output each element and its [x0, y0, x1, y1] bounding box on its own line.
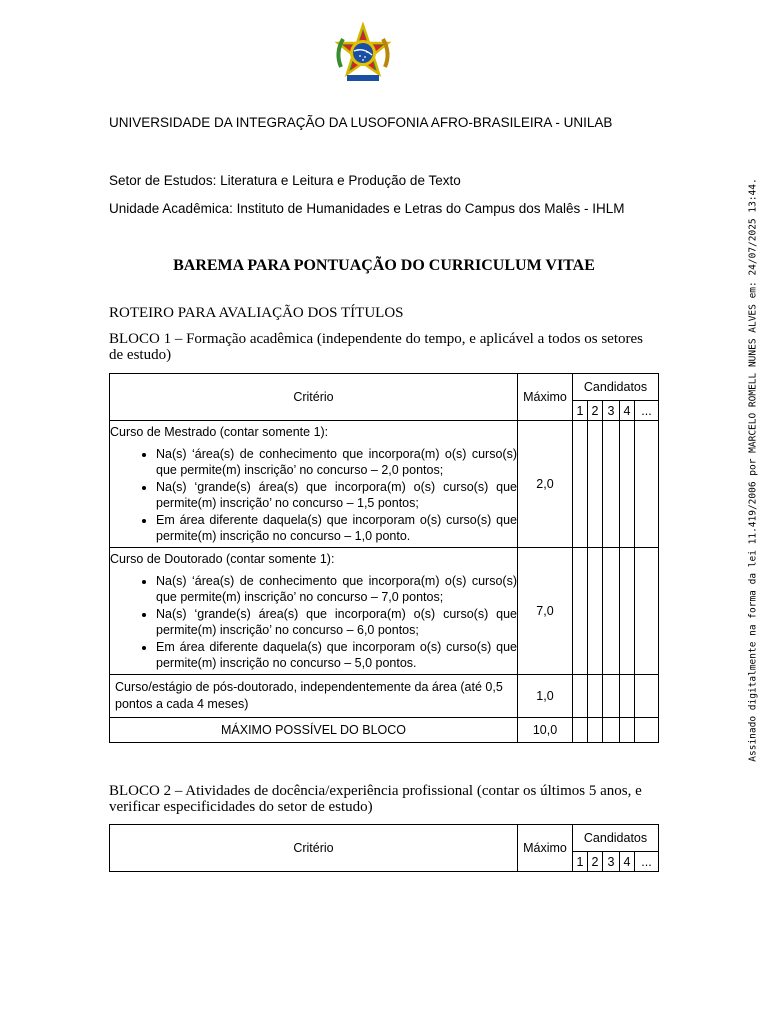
score-cell[interactable]	[573, 421, 588, 548]
score-cell[interactable]	[588, 421, 603, 548]
criterio-cell	[110, 548, 518, 675]
list-item: • Na(s) ‘área(s) de conhecimento que incorpora(m) o(s) curso(s) que permite(m) inscrição’ no concurso – 7,0 pontos;	[156, 573, 517, 606]
bloco2-text: Atividades de docência/experiência profissional (contar os últimos 5 anos, e verificar especificidades do setor de estudo)	[109, 783, 642, 815]
candidate-number: 2	[588, 401, 603, 421]
university-name: UNIVERSIDADE DA INTEGRAÇÃO DA LUSOFONIA AFRO-BRASILEIRA - UNILAB	[109, 115, 613, 130]
maximo-value: 1,0	[518, 675, 573, 718]
score-cell[interactable]	[620, 421, 635, 548]
list-item: • Em área diferente daquela(s) que incorporam o(s) curso(s) que permite(m) inscrição no concurso – 1,0 ponto.	[156, 512, 517, 545]
unidade-academica: Unidade Acadêmica: Instituto de Humanidades e Letras do Campus dos Malês - IHLM	[109, 201, 625, 216]
table-row	[110, 548, 659, 675]
bloco1-heading	[109, 331, 649, 363]
score-cell[interactable]	[573, 718, 588, 743]
barema-table-bloco2	[109, 824, 659, 872]
score-cell[interactable]	[620, 548, 635, 675]
score-cell[interactable]	[620, 718, 635, 743]
candidatos-header: Candidatos	[573, 825, 659, 852]
score-cell[interactable]	[573, 675, 588, 718]
candidate-number: 4	[620, 852, 635, 872]
table-row-total	[110, 718, 659, 743]
candidate-number: 3	[603, 401, 620, 421]
signature-text: Assinado digitalmente na forma da lei 11.419/2006 por MARCELO ROMELL NUNES ALVES em: 24/07/2025 13:44.	[747, 178, 759, 762]
criterio-cell: Curso/estágio de pós-doutorado, independentemente da área (até 0,5 pontos a cada 4 meses)	[110, 675, 518, 718]
table-row	[110, 675, 659, 718]
score-cell[interactable]	[603, 548, 620, 675]
maximo-value: 7,0	[518, 548, 573, 675]
maximo-value: 2,0	[518, 421, 573, 548]
score-cell[interactable]	[588, 548, 603, 675]
brazil-coat-of-arms-icon	[330, 22, 396, 88]
score-cell[interactable]	[588, 718, 603, 743]
candidatos-header: Candidatos	[573, 374, 659, 401]
list-item: • Na(s) ‘grande(s) área(s) que incorpora(m) o(s) curso(s) que permite(m) inscrição’ no concurso – 1,5 pontos;	[156, 479, 517, 512]
list-item: • Na(s) ‘grande(s) área(s) que incorpora(m) o(s) curso(s) que permite(m) inscrição’ no concurso – 6,0 pontos;	[156, 606, 517, 639]
criterio-header: Critério	[110, 374, 518, 421]
criterio-title: Curso de Mestrado (contar somente 1):	[110, 424, 329, 439]
candidate-number: ...	[635, 852, 659, 872]
score-cell[interactable]	[588, 675, 603, 718]
candidate-number: 4	[620, 401, 635, 421]
total-value: 10,0	[518, 718, 573, 743]
candidate-number: 3	[603, 852, 620, 872]
bloco2-label: BLOCO 2 –	[109, 783, 183, 799]
criterio-title: Curso de Doutorado (contar somente 1):	[110, 551, 335, 566]
maximo-header: Máximo	[518, 374, 573, 421]
roteiro-heading: ROTEIRO PARA AVALIAÇÃO DOS TÍTULOS	[109, 305, 404, 321]
bloco1-text: Formação acadêmica (independente do tempo, e aplicável a todos os setores de estudo)	[109, 331, 644, 363]
criterio-header: Critério	[110, 825, 518, 872]
table-row	[110, 421, 659, 548]
score-cell[interactable]	[603, 718, 620, 743]
candidate-number: ...	[635, 401, 659, 421]
score-cell[interactable]	[635, 675, 659, 718]
score-cell[interactable]	[635, 548, 659, 675]
candidate-number: 1	[573, 852, 588, 872]
setor-de-estudos: Setor de Estudos: Literatura e Leitura e Produção de Texto	[109, 173, 461, 188]
score-cell[interactable]	[635, 421, 659, 548]
bloco1-label: BLOCO 1 –	[109, 331, 183, 347]
total-label: MÁXIMO POSSÍVEL DO BLOCO	[110, 718, 518, 743]
list-item: • Em área diferente daquela(s) que incorporam o(s) curso(s) que permite(m) inscrição no concurso – 5,0 pontos.	[156, 639, 517, 672]
criterio-cell	[110, 421, 518, 548]
maximo-header: Máximo	[518, 825, 573, 872]
candidate-number: 2	[588, 852, 603, 872]
score-cell[interactable]	[573, 548, 588, 675]
list-item: • Na(s) ‘área(s) de conhecimento que incorpora(m) o(s) curso(s) que permite(m) inscrição’ no concurso – 2,0 pontos;	[156, 446, 517, 479]
bloco2-heading	[109, 783, 649, 815]
criterio-options	[110, 446, 517, 545]
score-cell[interactable]	[603, 675, 620, 718]
document-title: BAREMA PARA PONTUAÇÃO DO CURRICULUM VITAE	[173, 257, 595, 274]
score-cell[interactable]	[603, 421, 620, 548]
candidate-number: 1	[573, 401, 588, 421]
barema-table-bloco1	[109, 373, 659, 743]
score-cell[interactable]	[620, 675, 635, 718]
score-cell[interactable]	[635, 718, 659, 743]
criterio-options	[110, 573, 517, 672]
